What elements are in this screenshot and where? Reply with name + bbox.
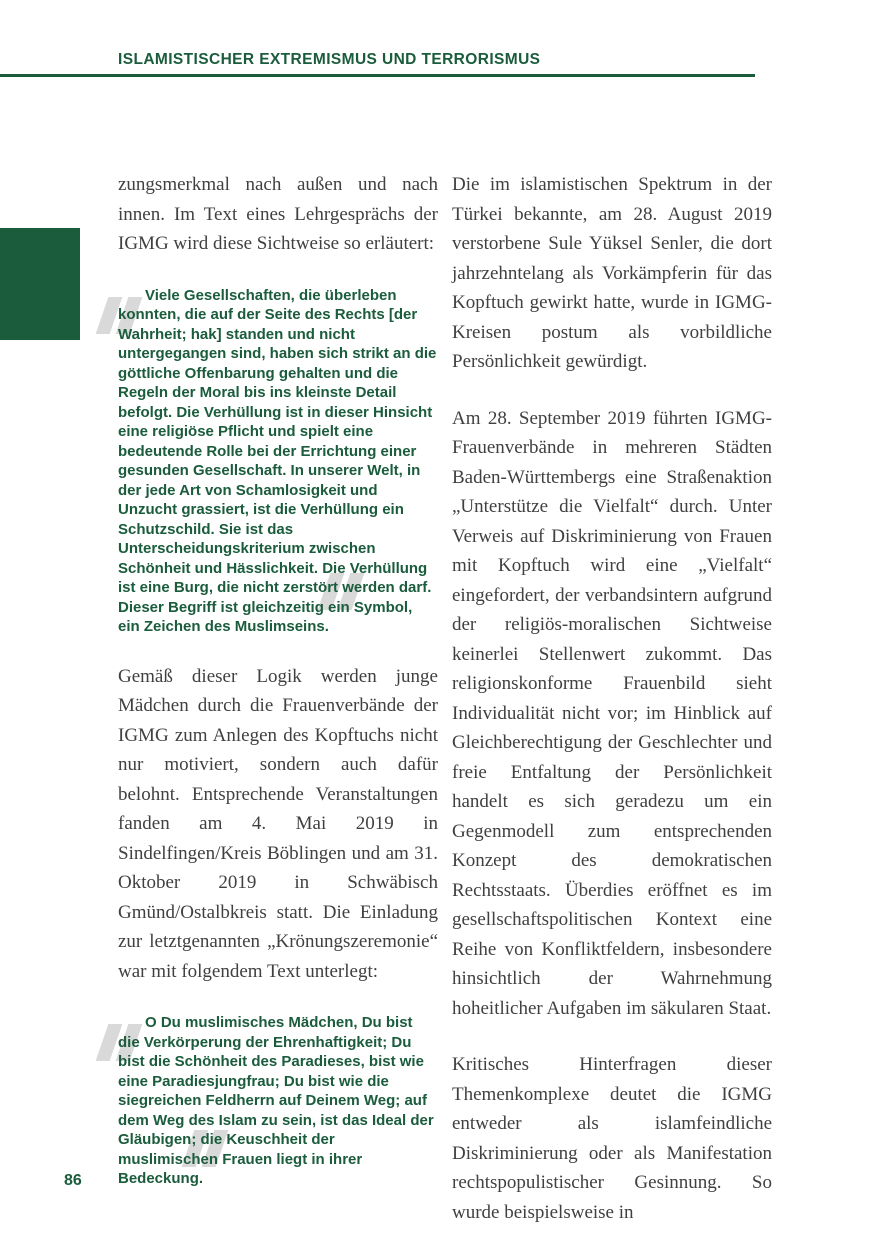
quote-block-2 <box>118 1013 438 1189</box>
quote-2-text: O Du muslimisches Mädchen, Du bist die Verkörperung der Ehrenhaftigkeit; Du bist die Schönheit des Paradieses, bist wie eine Paradiesjungfrau; Du bist wie die siegreichen Feldherrn auf Deinem Weg; auf dem Weg des Islam zu sein, ist das Ideal der Gläubigen; die Keuschheit der muslimischen Frauen liegt in ihrer Bedeckung. <box>118 1014 434 1187</box>
page-header-title: ISLAMISTISCHER EXTREMISMUS UND TERRORISMUS <box>118 51 541 68</box>
right-paragraph-1: Die im islamistischen Spektrum in der Türkei bekannte, am 28. August 2019 verstorbene Sule Yüksel Senler, die dort jahrzehntelang als Vorkämpferin für das Kopftuch gewirkt hatte, wurde in IGMG-Kreisen postum als vorbildliche Persönlichkeit gewürdigt. <box>452 174 772 372</box>
page-number: 86 <box>64 1172 82 1189</box>
left-middle-paragraph: Gemäß dieser Logik werden junge Mädchen durch die Frauenverbände der IGMG zum Anlegen des Kopftuchs nicht nur motiviert, sondern auch dafür belohnt. Entsprechende Veranstaltungen fanden am 4. Mai 2019 in Sindelfingen/Kreis Böblingen und am 31. Oktober 2019 in Schwäbisch Gmünd/Ostalbkreis statt. Die Einladung zur letztgenannten „Krönungszeremonie“ war mit folgendem Text unterlegt: <box>118 665 438 982</box>
left-intro-paragraph: zungsmerkmal nach außen und nach innen. Im Text eines Lehrgesprächs der IGMG wird diese Sichtweise so erläutert: <box>118 174 438 254</box>
right-paragraph-2: Am 28. September 2019 führten IGMG-Frauenverbände in mehreren Städten Baden-Württembergs eine Straßenaktion „Unterstütze die Vielfalt“ durch. Unter Verweis auf Diskriminierung von Frauen mit Kopftuch wird eine „Vielfalt“ eingefordert, der verbandsintern aufgrund der religiös-moralischen Sichtweise keinerlei Stellenwert zukommt. Das religionskonforme Frauenbild sieht Individualität nicht vor; im Hinblick auf Gleichberechtigung der Geschlechter und freie Entfaltung der Persönlichkeit handelt es sich geradezu um ein Gegenmodell zum entsprechenden Konzept des demokratischen Rechtsstaats. Überdies eröffnet es im gesellschaftspolitischen Kontext eine Reihe von Konfliktfeldern, insbesondere hinsichtlich der Wahrnehmung hoheitlicher Aufgaben im säkularen Staat. <box>452 407 772 1019</box>
green-accent-block <box>0 228 80 340</box>
right-paragraph-3: Kritisches Hinterfragen dieser Themenkomplexe deutet die IGMG entweder als islamfeindliche Diskriminierung oder als Manifestation rechtspopulistischer Gesinnung. So wurde beispielsweise in <box>452 1054 772 1223</box>
quote-1-text: Viele Gesellschaften, die überleben konnten, die auf der Seite des Rechts [der Wahrheit; hak] standen und nicht untergegangen sind, haben sich strikt an die göttliche Offenbarung gehalten und die Regeln der Moral bis ins kleinste Detail befolgt. Die Verhüllung ist in dieser Hinsicht eine religiöse Pflicht und spielt eine bedeutende Rolle bei der Errichtung einer gesunden Gesellschaft. In unserer Welt, in der jede Art von Schamlosigkeit und Unzucht grassiert, ist die Verhüllung ein Schutzschild. Sie ist das Unterscheidungskriterium zwischen Schönheit und Hässlichkeit. Die Verhüllung ist eine Burg, die nicht zerstört werden darf. Dieser Begriff ist gleichzeitig ein Symbol, ein Zeichen des Muslimseins. <box>118 286 437 635</box>
left-column <box>118 170 438 1214</box>
right-column <box>452 170 772 1241</box>
header-rule <box>0 74 755 77</box>
quote-block-1 <box>118 286 438 637</box>
